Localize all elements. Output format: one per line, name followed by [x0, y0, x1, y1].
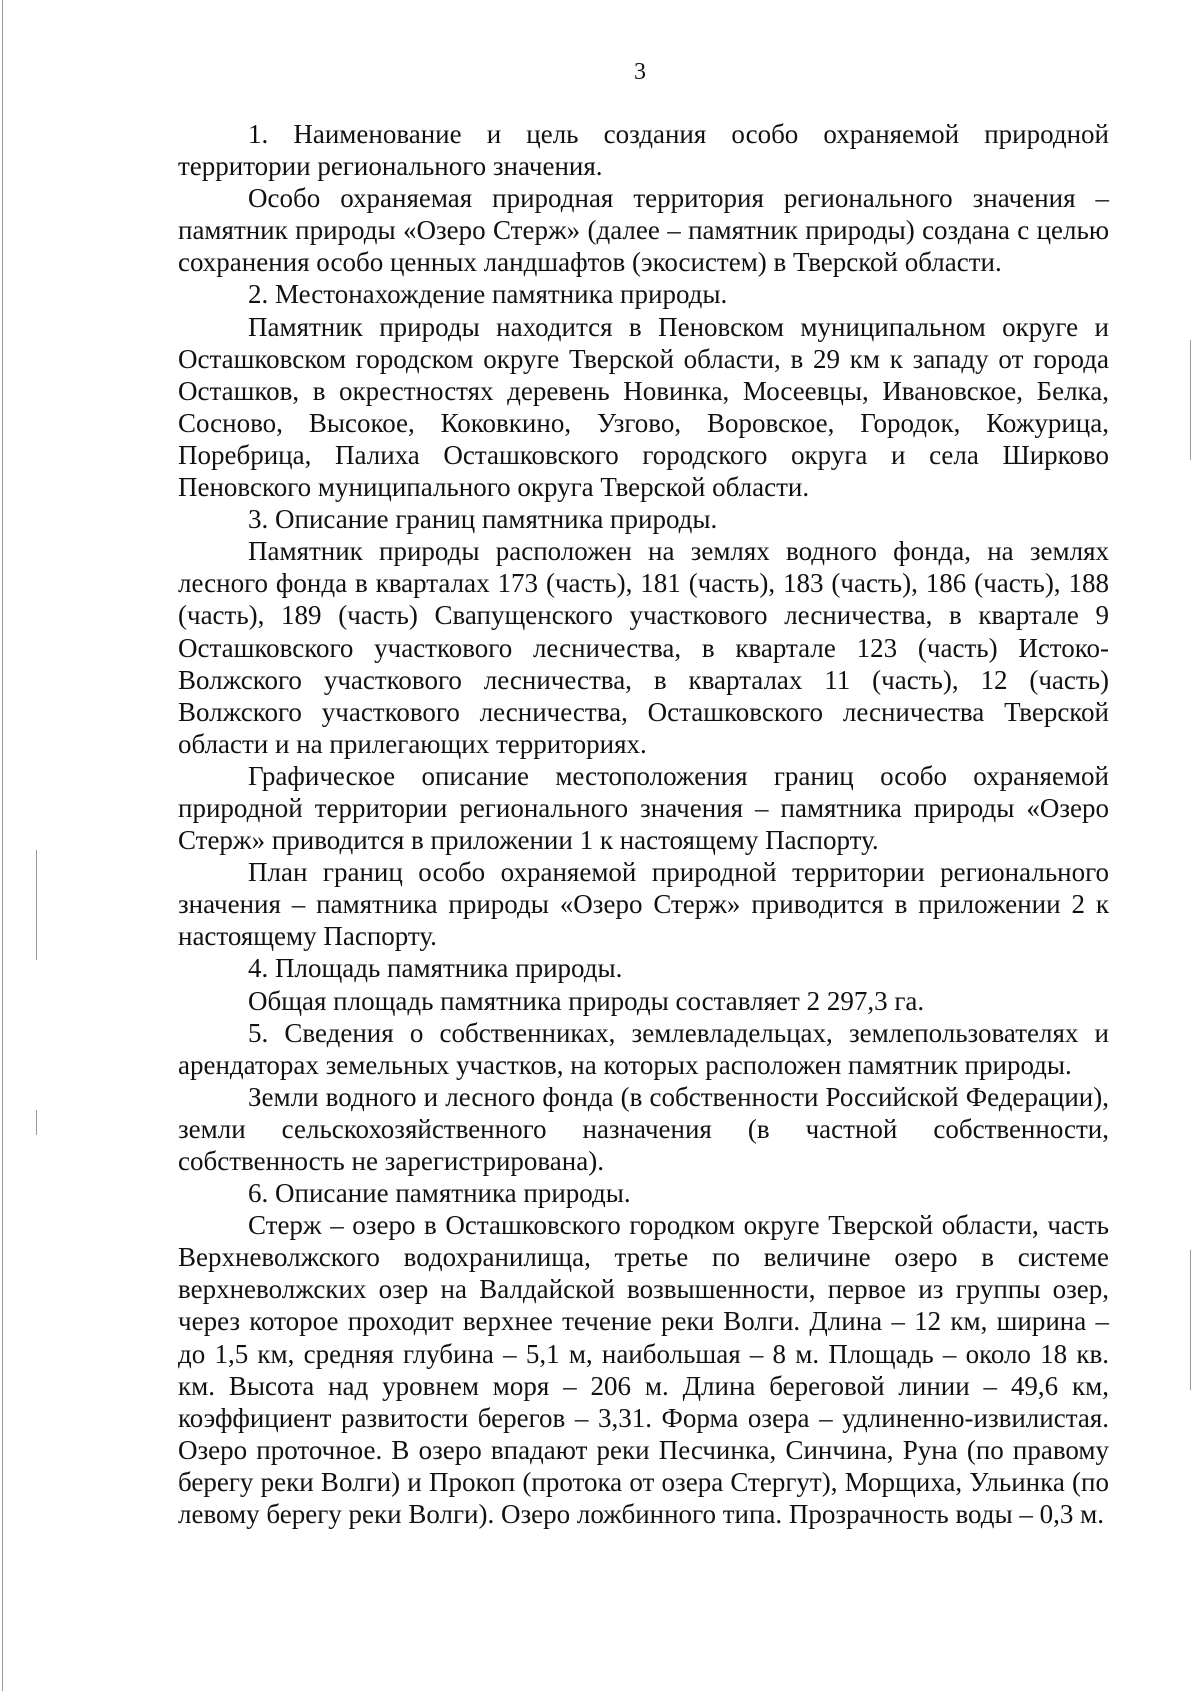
section-4-heading: 4. Площадь памятника природы.	[248, 953, 623, 984]
section-5-heading: 5. Сведения о собственниках, землевладельцах, землепользователях и арендаторах земельных участков, на которых расположен памятник природы.	[178, 1017, 1109, 1080]
paragraph: Особо охраняемая природная территория регионального значения – памятник природы «Озеро Стерж» (далее – памятник природы) создана с целью сохранения особо ценных ландшафтов (экосистем) в Тверской области.	[178, 183, 1109, 278]
document-body	[178, 118, 1109, 1530]
paragraph: Памятник природы находится в Пеновском муниципальном округе и Осташковском городском округе Тверской области, в 29 км к западу от города Осташков, в окрестностях деревень Новинка, Мосеевцы, Ивановское, Белка, Сосново, Высокое, Коковкино, Узгово, Воровское, Городок, Кожурица, Поребрица, Палиха Осташковского городского округа и села Ширково Пеновского муниципального округа Тверской области.	[178, 311, 1109, 503]
section-3-heading: 3. Описание границ памятника природы.	[248, 504, 718, 535]
section-2-heading: 2. Местонахождение памятника природы.	[248, 279, 728, 310]
scan-margin-line	[1190, 340, 1191, 460]
paragraph: Стерж – озеро в Осташковского городком округе Тверской области, часть Верхневолжского водохранилища, третье по величине озеро в системе верхневолжских озер на Валдайской возвышенности, первое из группы озер, через которое проходит верхнее течение реки Волги. Длина – 12 км, ширина – до 1,5 км, средняя глубина – 5,1 м, наибольшая – 8 м. Площадь – около 18 кв. км. Высота над уровнем моря – 206 м. Длина береговой линии – 49,6 км, коэффициент развитости берегов – 3,31. Форма озера – удлиненно-извилистая. Озеро проточное. В озеро впадают реки Песчинка, Синчина, Руна (по правому берегу реки Волги) и Прокоп (протока от озера Стергут), Морщиха, Ульинка (по левому берегу реки Волги). Озеро ложбинного типа. Прозрачность воды – 0,3 м.	[178, 1210, 1109, 1530]
page-number: 3	[634, 59, 646, 85]
paragraph: Земли водного и лесного фонда (в собственности Российской Федерации), земли сельскохозяйственного назначения (в частной собственности, собственность не зарегистрирована).	[178, 1081, 1109, 1176]
paragraph: Графическое описание местоположения границ особо охраняемой природной территории регионального значения – памятника природы «Озеро Стерж» приводится в приложении 1 к настоящему Паспорту.	[178, 760, 1109, 856]
scan-margin-line	[36, 850, 37, 960]
section-1-heading: 1. Наименование и цель создания особо охраняемой природной территории регионального значения.	[178, 119, 1109, 182]
paragraph: Общая площадь памятника природы составляет 2 297,3 га.	[248, 985, 925, 1016]
scan-margin-line	[36, 1110, 37, 1135]
paragraph: План границ особо охраняемой природной территории регионального значения – памятника природы «Озеро Стерж» приводится в приложении 2 к настоящему Паспорту.	[178, 857, 1109, 952]
paragraph: Памятник природы расположен на землях водного фонда, на землях лесного фонда в кварталах 173 (часть), 181 (часть), 183 (часть), 186 (часть), 188 (часть), 189 (часть) Свапущенского участкового лесничества, в квартале 9 Осташковского участкового лесничества, в квартале 123 (часть) Истоко-Волжского участкового лесничества, в кварталах 11 (часть), 12 (часть) Волжского участкового лесничества, Осташковского лесничества Тверской области и на прилегающих территориях.	[178, 536, 1109, 759]
scan-margin-line	[1190, 1250, 1191, 1390]
scan-edge-line	[2, 0, 3, 1691]
section-6-heading: 6. Описание памятника природы.	[248, 1178, 631, 1209]
